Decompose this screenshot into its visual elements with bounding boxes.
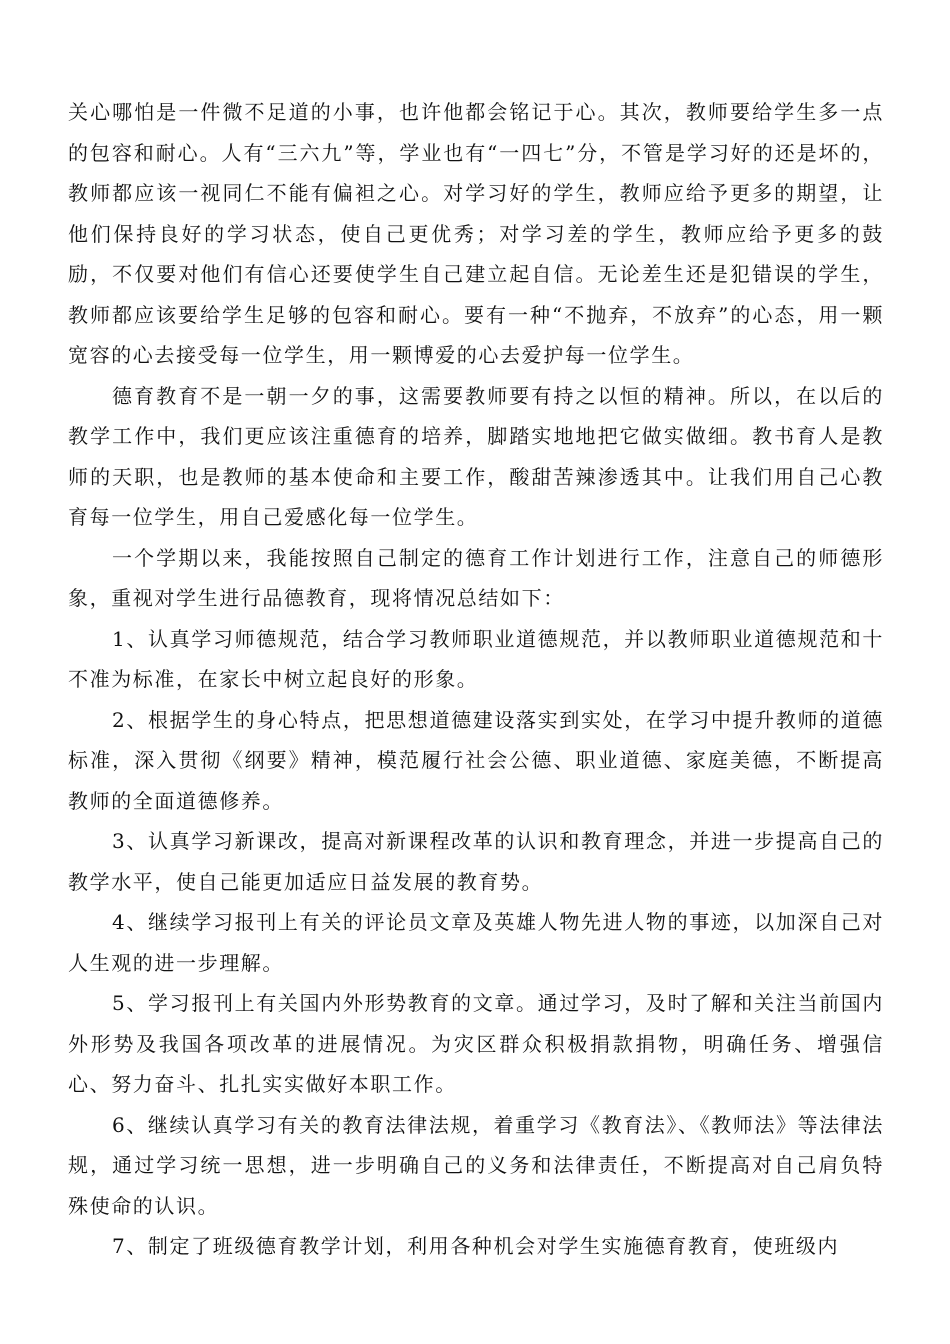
list-item-3: 3、认真学习新课改，提高对新课程改革的认识和教育理念，并进一步提高自己的教学水平，使自己能更加适应日益发展的教育势。 bbox=[68, 829, 884, 894]
list-item-7: 7、制定了班级德育教学计划，利用各种机会对学生实施德育教育，使班级内 bbox=[112, 1234, 840, 1258]
list-item-4: 4、继续学习报刊上有关的评论员文章及英雄人物先进人物的事迹，以加深自己对人生观的进一步理解。 bbox=[68, 910, 884, 975]
paragraph-moral-education: 德育教育不是一朝一夕的事，这需要教师要有持之以恒的精神。所以，在以后的教学工作中，我们更应该注重德育的培养，脚踏实地地把它做实做细。教书育人是教师的天职，也是教师的基本使命和主要工作，酸甜苦辣渗透其中。让我们用自己心教育每一位学生，用自己爱感化每一位学生。 bbox=[68, 383, 884, 529]
list-item-1: 1、认真学习师德规范，结合学习教师职业道德规范，并以教师职业道德规范和十不准为标准，在家长中树立起良好的形象。 bbox=[68, 626, 884, 691]
list-item-6: 6、继续认真学习有关的教育法律法规，着重学习《教育法》、《教师法》等法律法规，通过学习统一思想，进一步明确自己的义务和法律责任，不断提高对自己肩负特殊使命的认识。 bbox=[68, 1112, 884, 1218]
list-item-5: 5、学习报刊上有关国内外形势教育的文章。通过学习，及时了解和关注当前国内外形势及我国各项改革的进展情况。为灾区群众积极捐款捐物，明确任务、增强信心、努力奋斗、扎扎实实做好本职工作。 bbox=[68, 991, 884, 1096]
document-page bbox=[68, 92, 884, 1267]
paragraph-patience: 关心哪怕是一件微不足道的小事，也许他都会铭记于心。其次，教师要给学生多一点的包容和耐心。人有“三六九”等，学业也有“一四七”分，不管是学习好的还是坏的，教师都应该一视同仁不能有偏袒之心。对学习好的学生，教师应给予更多的期望，让他们保持良好的学习状态，使自己更优秀；对学习差的学生，教师应给予更多的鼓励，不仅要对他们有信心还要使学生自己建立起自信。无论差生还是犯错误的学生，教师都应该要给学生足够的包容和耐心。要有一种“不抛弃，不放弃”的心态，用一颗宽容的心去接受每一位学生，用一颗博爱的心去爱护每一位学生。 bbox=[68, 100, 884, 367]
paragraph-semester-summary-intro: 一个学期以来，我能按照自己制定的德育工作计划进行工作，注意自己的师德形象，重视对学生进行品德教育，现将情况总结如下： bbox=[68, 545, 884, 610]
list-item-2: 2、根据学生的身心特点，把思想道德建设落实到实处，在学习中提升教师的道德标准，深入贯彻《纲要》精神，模范履行社会公德、职业道德、家庭美德，不断提高教师的全面道德修养。 bbox=[68, 707, 884, 813]
